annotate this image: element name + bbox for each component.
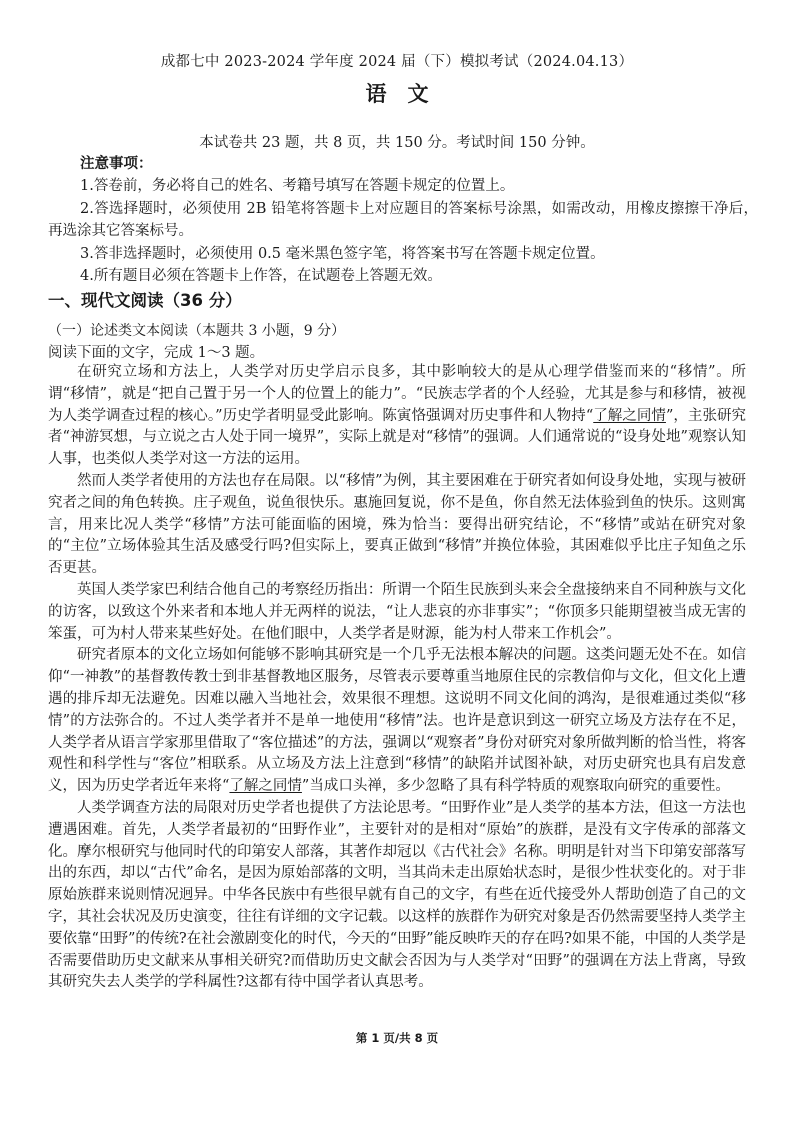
subsection-heading: （一）论述类文本阅读（本题共 3 小题，9 分） [48,323,346,339]
passage-paragraph [48,362,746,471]
underlined-phrase: 了解之同情 [229,778,302,795]
underlined-phrase: 了解之同情 [593,407,666,424]
reading-passage [48,362,746,994]
reading-instruction: 阅读下面的文字，完成 1～3 题。 [48,345,265,361]
passage-paragraph: 然而人类学者使用的方法也存在局限。以“移情”为例，其主要困难在于研究者如何设身处地，实现与被研究者之间的角色转换。庄子观鱼，说鱼很快乐。惠施回复说，你不是鱼，你自然无法体验到鱼的快乐。这则寓言，用来比况人类学“移情”方法可能面临的困境，殊为恰当：要得出研究结论，不“移情”或站在研究对象的“主位”立场体验其生活及感受行吗?但实际上，要真正做到“移情”并换位体验，其困难似乎比庄子知鱼之乐否更甚。 [48,472,746,577]
note-item: 1.答卷前，务必将自己的姓名、考籍号填写在答题卡规定的位置上。 [80,178,515,195]
page-number: 第 1 页/共 8 页 [355,1031,439,1045]
passage-text: 在研究立场和方法上，人类学对历史学启示良多，其中影响较大的是从心理学借鉴而来的“移情”。所谓“移情”，就是“把自己置于另一个人的位置上的能力”。“民族志学者的个人经验，尤其是参与和移情，被视为人类学调查过程的核心。”历史学者明显受此影响。陈寅恪强调对历史事件和人物持“ [48,364,746,424]
passage-paragraph: 英国人类学家巴利结合他自己的考察经历指出：所谓一个陌生民族到头来会全盘接纳来自不同种族与文化的访客，以致这个外来者和本地人并无两样的说法，“让人悲哀的亦非事实”；“你顶多只能期望被当成无害的笨蛋，可为村人带来某些好处。在他们眼中，人类学者是财源，能为村人带来工作机会”。 [48,581,746,642]
passage-text: 研究者原本的文化立场如何能够不影响其研究是一个几乎无法根本解决的问题。这类问题无处不在。如信仰“一神教”的基督教传教士到非基督教地区服务，尽管表示要尊重当地原住民的宗教信仰与文化，但文化上遭遇的排斥却无法避免。因难以融入当地社会，效果很不理想。这说明不同文化间的鸿沟，是很难通过类似“移情”的方法弥合的。不过人类学者并不是单一地使用“移情”法。也许是意识到这一研究立场及方法存在不足，人类学者从语言学家那里借取了“客位描述”的方法，强调以“观察者”身份对研究对象所做判断的恰当性，将客观性和科学性与“客位”相联系。从立场及方法上注意到“移情”的缺陷并试图补缺，对历史研究也具有启发意义，因为历史学者近年来将“ [48,647,746,795]
subject-title: 语 文 [365,82,429,106]
notes-block [48,153,758,287]
note-item: 4.所有题目必须在答题卡上作答，在试题卷上答题无效。 [80,268,442,285]
exam-title: 成都七中 2023-2024 学年度 2024 届（下）模拟考试（2024.04.13） [160,54,634,70]
note-item: 3.答非选择题时，必须使用 0.5 毫米黑色签字笔，将答案书写在答题卡规定位置。 [80,245,605,262]
passage-paragraph [48,645,746,798]
passage-paragraph: 人类学调查方法的局限对历史学者也提供了方法论思考。“田野作业”是人类学的基本方法，但这一方法也遭遇困难。首先，人类学者最初的“田野作业”，主要针对的是相对“原始”的族群，是没有文字传承的部落文化。摩尔根研究与他同时代的印第安人部落，其著作却冠以《古代社会》名称。明明是针对当下印第安部落写出的东西，却以“古代”命名，是因为原始部落的文明，当其尚未走出原始状态时，是很少性状变化的。对于非原始族群来说则情况迥异。中华各民族中有些很早就有自己的文字，有些在近代接受外人帮助创造了自己的文字，其社会状况及历史演变，往往有详细的文字记载。以这样的族群作为研究对象是否仍然需要坚持人类学主要依靠“田野”的传统?在社会激剧变化的时代，今天的“田野”能反映昨天的存在吗?如果不能，中国的人类学是否需要借助历史文献来从事相关研究?而借助历史文献会否因为与人类学对“田野”的强调在方法上背离，导致其研究失去人类学的学科属性?这都有待中国学者认真思考。 [48,799,746,991]
notes-title: 注意事项： [80,156,153,172]
passage-text: ”当成口头禅，多少忽略了具有科学特质的观察取向研究的重要性。 [301,778,730,795]
passage-text: ”，主张研究者“神游冥想，与立说之古人处于同一境界”，实际上就是对“移情”的强调。人们通常说的“设身处地”观察认知人事，也类似人类学对这一方法的运用。 [48,407,747,468]
exam-info: 本试卷共 23 题，共 8 页，共 150 分。考试时间 150 分钟。 [199,135,595,151]
note-item: 2.答选择题时，必须使用 2B 铅笔将答题卡上对应题目的答案标号涂黑，如需改动，用橡皮擦擦干净后，再选涂其它答案标号。 [48,200,758,240]
section-heading: 一、现代文阅读（36 分） [48,291,242,310]
